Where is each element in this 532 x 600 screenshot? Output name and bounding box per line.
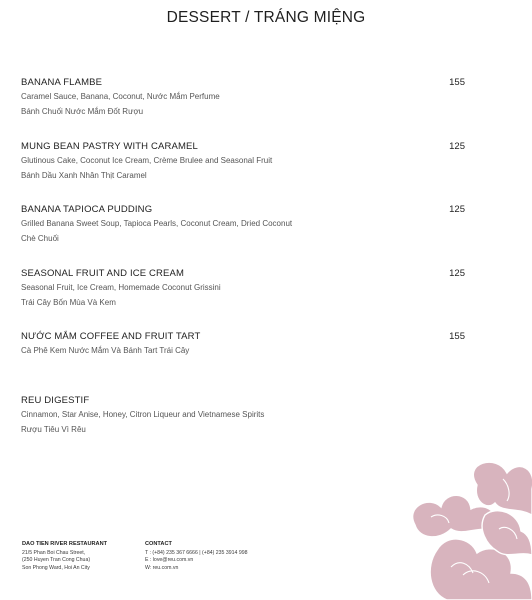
menu-item [21, 76, 465, 140]
menu-item-name: NƯỚC MẮM COFFEE AND FRUIT TART [21, 331, 201, 342]
dessert-menu [21, 76, 465, 457]
restaurant-name: DAO TIEN RIVER RESTAURANT [22, 541, 108, 547]
contact-phone: T : (+84) 235 367 6666 | (+84) 235 3914 998 [145, 549, 248, 556]
menu-item-description: Seasonal Fruit, Ice Cream, Homemade Coconut Grissini [21, 282, 221, 292]
address-line: (250 Huyen Tran Cong Chua) [22, 557, 91, 564]
menu-item-name: MUNG BEAN PASTRY WITH CARAMEL [21, 140, 198, 152]
menu-item [21, 267, 465, 331]
menu-item-price: 125 [449, 267, 465, 279]
menu-item-description: Glutinous Cake, Coconut Ice Cream, Crème Brulee and Seasonal Fruit [21, 155, 273, 165]
menu-item-name: BANANA TAPIOCA PUDDING [21, 204, 153, 215]
address-line: Son Phong Ward, Hoi An City [22, 564, 90, 571]
contact-heading: CONTACT [145, 541, 172, 547]
decorative-flower-illustration [407, 455, 532, 600]
menu-item-vietnamese-name: Bánh Dầu Xanh Nhân Thịt Caramel [21, 170, 147, 180]
menu-item [21, 203, 465, 267]
menu-item-price: 125 [449, 204, 465, 215]
restaurant-address-block [22, 541, 107, 572]
menu-item-name: BANANA FLAMBE [21, 77, 103, 88]
menu-item-name: SEASONAL FRUIT AND ICE CREAM [21, 267, 185, 279]
menu-item-price: 155 [449, 331, 465, 342]
menu-item [21, 394, 465, 458]
menu-item [21, 140, 465, 204]
menu-item-vietnamese-name: Rượu Tiêu Vì Rêu [21, 424, 86, 434]
address-line: 21/5 Phan Boi Chau Street, [22, 549, 86, 556]
menu-item-description: Cinnamon, Star Anise, Honey, Citron Liqueur and Vietnamese Spirits [21, 409, 265, 419]
menu-item-vietnamese-name: Bánh Chuối Nước Mắm Đốt Rượu [21, 107, 144, 116]
menu-item-vietnamese-name: Chè Chuối [21, 234, 59, 243]
menu-item-description: Cà Phê Kem Nước Mắm Và Bánh Tart Trái Cây [21, 346, 190, 355]
contact-website[interactable]: W: reu.com.vn [145, 564, 179, 571]
menu-item-description: Grilled Banana Sweet Soup, Tapioca Pearls, Coconut Cream, Dried Coconut [21, 219, 293, 228]
contact-email[interactable]: E : love@reu.com.vn [145, 557, 194, 564]
page-title: DESSERT / TRÁNG MIỆNG [166, 9, 366, 26]
menu-item-price: 125 [449, 140, 465, 152]
menu-item-price: 155 [449, 77, 465, 88]
menu-item-name: REU DIGESTIF [21, 394, 90, 406]
menu-item [21, 330, 465, 394]
contact-block [145, 541, 248, 572]
menu-item-vietnamese-name: Trái Cây Bốn Mùa Và Kem [21, 297, 116, 307]
menu-item-description: Caramel Sauce, Banana, Coconut, Nước Mắm Perfume [21, 92, 220, 101]
